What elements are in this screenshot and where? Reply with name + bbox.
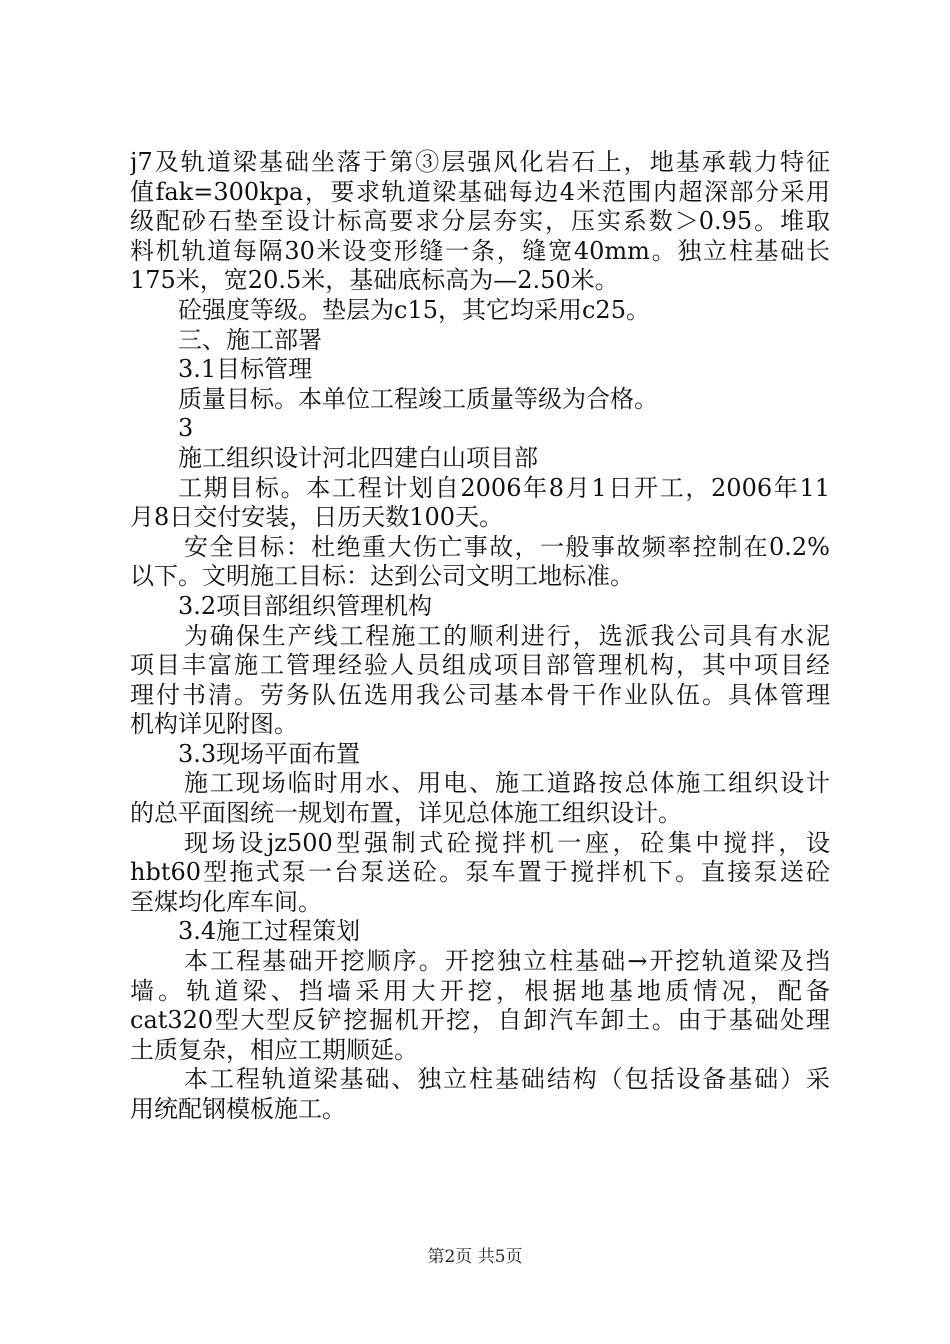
text-line: 土质复杂，相应工期顺延。 — [130, 1035, 418, 1064]
text-line: 现场设jz500型强制式砼搅拌机一座，砼集中搅拌，设 — [184, 828, 830, 857]
text-line: 3 — [178, 414, 194, 443]
text-line: 为确保生产线工程施工的顺利进行，选派我公司具有水泥 — [184, 621, 830, 650]
text-line: 本工程基础开挖顺序。开挖独立柱基础→开挖轨道梁及挡 — [184, 947, 830, 976]
text-line: 3.2项目部组织管理机构 — [178, 591, 433, 620]
text-line: 175米，宽20.5米，基础底标高为—2.50米。 — [130, 266, 619, 295]
page-footer: 第2页 共5页 — [427, 1247, 523, 1267]
text-line: 项目丰富施工管理经验人员组成项目部管理机构，其中项目经 — [130, 651, 830, 680]
text-line: 以下。文明施工目标：达到公司文明工地标准。 — [130, 562, 634, 591]
text-line: cat320型大型反铲挖掘机开挖，自卸汽车卸土。由于基础处理 — [130, 1006, 830, 1035]
text-line: 安全目标：杜绝重大伤亡事故，一般事故频率控制在0.2% — [184, 532, 830, 561]
text-line: 理付书清。劳务队伍选用我公司基本骨干作业队伍。具体管理 — [130, 680, 830, 709]
text-line: 工期目标。本工程计划自2006年8月1日开工，2006年11 — [178, 473, 830, 502]
text-line: 机构详见附图。 — [130, 710, 298, 739]
text-line: 质量目标。本单位工程竣工质量等级为合格。 — [178, 384, 658, 413]
text-line: 的总平面图统一规划布置，详见总体施工组织设计。 — [130, 799, 682, 828]
text-line: 三、施工部署 — [178, 325, 322, 354]
text-line: j7及轨道梁基础坐落于第③层强风化岩石上，地基承载力特征 — [130, 148, 830, 176]
text-line: 级配砂石垫至设计标高要求分层夯实，压实系数＞0.95。堆取 — [130, 207, 830, 236]
text-line: hbt60型拖式泵一台泵送砼。泵车置于搅拌机下。直接泵送砼 — [130, 858, 830, 887]
text-line: 值fak=300kpa，要求轨道梁基础每边4米范围内超深部分采用 — [130, 177, 830, 206]
text-line: 墙。轨道梁、挡墙采用大开挖，根据地基地质情况，配备 — [130, 976, 830, 1005]
text-line: 砼强度等级。垫层为c15，其它均采用c25。 — [178, 295, 650, 324]
document-body — [130, 148, 830, 1125]
text-line: 3.4施工过程策划 — [178, 917, 361, 946]
text-line: 月8日交付安装，日历天数100天。 — [130, 503, 504, 532]
text-line: 3.1目标管理 — [178, 355, 313, 384]
text-line: 用统配钢模板施工。 — [130, 1095, 346, 1123]
text-line: 本工程轨道梁基础、独立柱基础结构（包括设备基础）采 — [184, 1065, 830, 1094]
text-line: 料机轨道每隔30米设变形缝一条，缝宽40mm。独立柱基础长 — [130, 236, 830, 265]
text-line: 施工现场临时用水、用电、施工道路按总体施工组织设计 — [184, 769, 830, 798]
text-line: 施工组织设计河北四建白山项目部 — [178, 443, 538, 472]
text-line: 至煤均化库车间。 — [130, 887, 322, 916]
text-line: 3.3现场平面布置 — [178, 739, 361, 768]
